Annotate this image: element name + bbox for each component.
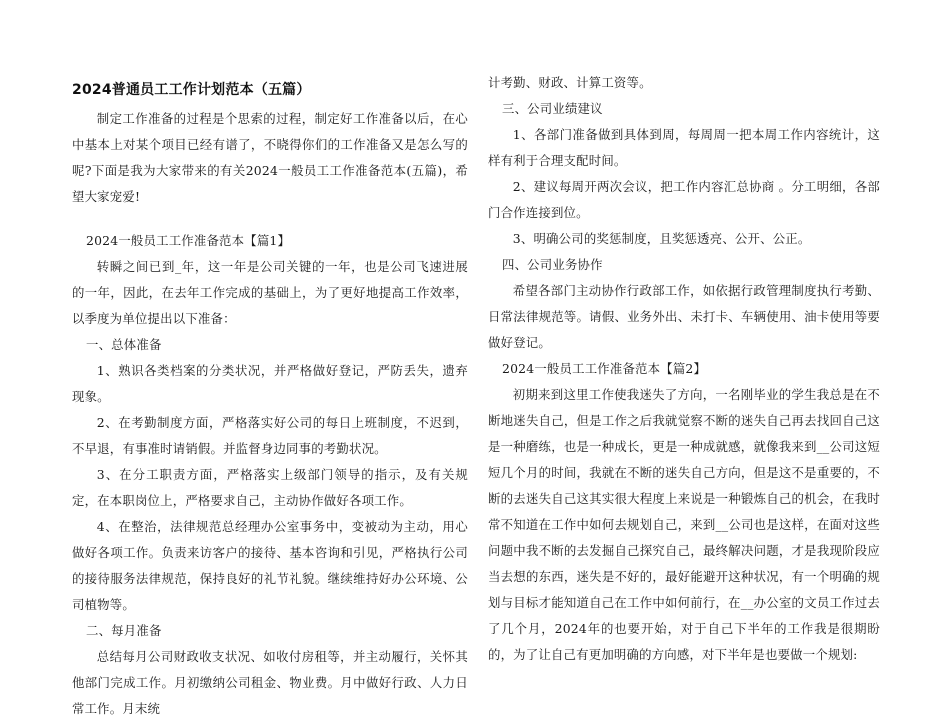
intro-paragraph: 制定工作准备的过程是个思索的过程，制定好工作准备以后，在心中基本上对某个项目已经有谱了，不晓得你们的工作准备又是怎么写的呢?下面是我为大家带来的有关2024一般员工工作准备范本(五篇)，希望大家宠爱! [72, 111, 468, 204]
heading-business-cooperation: 四、公司业务协作 [502, 257, 603, 272]
list-item: 3、明确公司的奖惩制度，且奖惩透亮、公开、公正。 [512, 231, 811, 246]
heading-overall-plan: 一、总体准备 [86, 337, 162, 352]
heading-performance-advice: 三、公司业绩建议 [502, 101, 603, 116]
section-heading-pian1: 2024一般员工工作准备范本【篇1】 [86, 233, 291, 248]
list-item: 1、各部门准备做到具体到周，每周周一把本周工作内容统计，这样有利于合理支配时间。 [488, 127, 880, 168]
document-title: 2024普通员工工作计划范本（五篇） [72, 82, 311, 98]
section-heading-pian2: 2024一般员工工作准备范本【篇2】 [502, 361, 707, 376]
list-item: 1、熟识各类档案的分类状况，并严格做好登记，严防丢失，遗弃现象。 [72, 363, 468, 404]
paragraph-1: 转瞬之间已到_年，这一年是公司关键的一年，也是公司飞速进展的一年，因此，在去年工作完成的基础上，为了更好地提高工作效率，以季度为单位提出以下准备： [72, 259, 468, 326]
list-item: 3、在分工职责方面，严格落实上级部门领导的指示，及有关规定，在本职岗位上，严格要求自己，主动协作做好各项工作。 [72, 467, 468, 508]
left-column [72, 70, 468, 722]
list-item: 2、在考勤制度方面，严格落实好公司的每日上班制度，不迟到，不早退，有事准时请销假。并监督身边同事的考勤状况。 [72, 415, 468, 456]
list-item: 2、建议每周开两次会议，把工作内容汇总协商 。分工明细，各部门合作连接到位。 [488, 179, 880, 220]
paragraph-cooperation: 希望各部门主动协作行政部工作，如依据行政管理制度执行考勤、日常法律规范等。请假、业务外出、未打卡、车辆使用、油卡使用等要做好登记。 [488, 283, 880, 350]
paragraph-continued: 计考勤、财政、计算工资等。 [488, 75, 652, 90]
paragraph-pian2: 初期来到这里工作使我迷失了方向，一名刚毕业的学生我总是在不断地迷失自己，但是工作之后我就觉察不断的迷失自己再去找回自己这是一种磨练，也是一种成长，更是一种成就感，就像我来到__公司这短短几个月的时间，我就在不断的迷失自己方向，但是这不是重要的，不断的去迷失自己这其实很大程度上来说是一种锻炼自己的机会，在我时常不知道在工作中如何去规划自己，来到__公司也是这样，在面对这些问题中我不断的去发掘自己探究自己，最终解决问题，才是我现阶段应当去想的东西，迷失是不好的，最好能避开这种状况，有一个明确的规划与目标才能知道自己在工作中如何前行，在__办公室的文员工作过去了几个月，2024年的也要开始，对于自己下半年的工作我是很期盼的，为了让自己有更加明确的方向感，对下半年是也要做一个规划: [488, 387, 880, 662]
list-item: 4、在整治，法律规范总经理办公室事务中，变被动为主动，用心做好各项工作。负责来访客户的接待、基本咨询和引见，严格执行公司的接待服务法律规范，保持良好的礼节礼貌。继续维持好办公环境、公司植物等。 [72, 519, 468, 612]
right-column [488, 70, 880, 668]
heading-monthly-plan: 二、每月准备 [86, 623, 162, 638]
paragraph-2: 总结每月公司财政收支状况、如收付房租等，并主动履行，关怀其他部门完成工作。月初缴纳公司租金、物业费。月中做好行政、人力日常工作。月末统 [72, 649, 468, 716]
spacer [72, 210, 468, 228]
